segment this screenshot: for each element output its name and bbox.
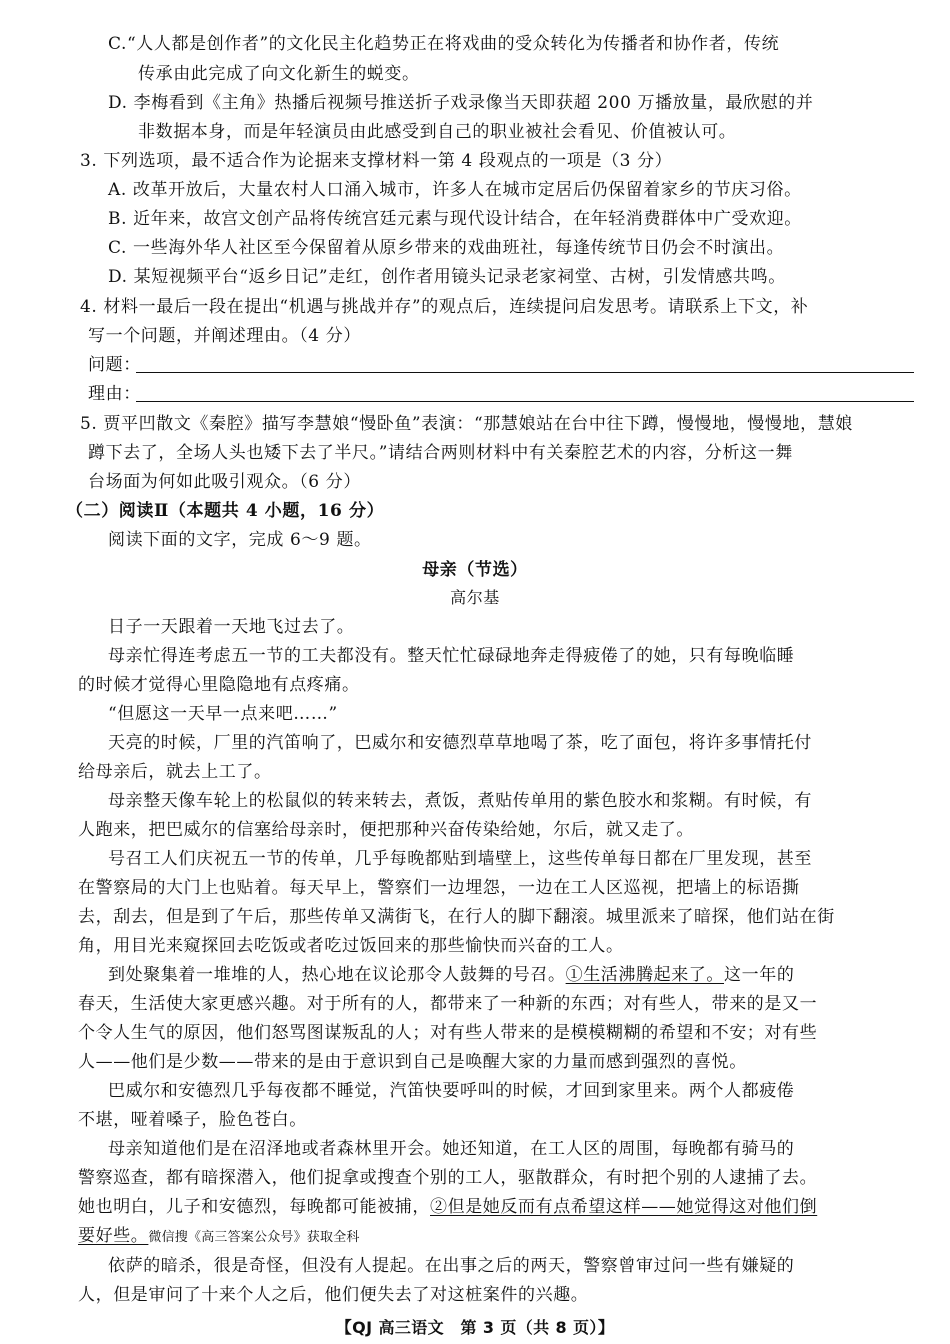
q4-question-answer-line[interactable] <box>136 372 914 373</box>
passage-paragraph-10-line2: 人，但是审问了十来个人之后，他们便失去了对这桩案件的兴趣。 <box>78 1285 589 1305</box>
passage-paragraph-6-line1: 号召工人们庆祝五一节的传单，几乎每晚都贴到墙壁上，这些传单每日都在厂里发现，甚至 <box>108 849 812 869</box>
q3-option-a: A. 改革开放后，大量农村人口涌入城市，许多人在城市定居后仍保留着家乡的节庆习俗。 <box>108 180 802 200</box>
passage-paragraph-8-line2: 不堪，哑着嗓子，脸色苍白。 <box>78 1110 307 1130</box>
q5-stem-line2: 蹲下去了，全场人头也矮下去了半尺。”请结合两则材料中有关秦腔艺术的内容，分析这一舞 <box>88 443 793 463</box>
paragraph-7-text: 到处聚集着一堆堆的人，热心地在议论那令人鼓舞的号召。 <box>108 965 566 985</box>
passage-paragraph-9-line3 <box>78 1193 817 1221</box>
passage-paragraph-1: 日子一天跟着一天地飞过去了。 <box>108 617 355 637</box>
q4-reason-label: 理由： <box>88 384 141 404</box>
passage-paragraph-5-line1: 母亲整天像车轮上的松鼠似的转来转去，煮饭，煮贴传单用的紫色胶水和浆糊。有时候，有 <box>108 791 812 811</box>
passage-title: 母亲（节选） <box>422 560 528 580</box>
passage-paragraph-4-line1: 天亮的时候，厂里的汽笛响了，巴威尔和安德烈草草地喝了茶，吃了面包，将许多事情托付 <box>108 733 812 753</box>
passage-paragraph-2-line1: 母亲忙得连考虑五一节的工夫都没有。整天忙忙碌碌地奔走得疲倦了的她，只有每晚临睡 <box>108 646 795 666</box>
passage-paragraph-9-line2: 警察巡查，都有暗探潜入，他们捉拿或搜查个别的工人，驱散群众，有时把个别的人逮捕了去。 <box>78 1168 818 1188</box>
q5-stem-line1: 5. 贾平凹散文《秦腔》描写李慧娘“慢卧鱼”表演：“那慧娘站在台中往下蹲，慢慢地，慢慢地，慧娘 <box>80 414 853 434</box>
section-heading: （二）阅读Ⅱ（本题共 4 小题，16 分） <box>66 501 385 521</box>
q3-option-d: D. 某短视频平台“返乡日记”走红，创作者用镜头记录老家祠堂、古树，引发情感共鸣。 <box>108 267 786 287</box>
passage-paragraph-7-line3: 个令人生气的原因，他们怒骂图谋叛乱的人；对有些人带来的是模模糊糊的希望和不安；对有些 <box>78 1023 818 1043</box>
q2-option-d-line1: D. 李梅看到《主角》热播后视频号推送折子戏录像当天即获超 200 万播放量，最欣慰的并 <box>108 93 814 113</box>
passage-paragraph-6-line4: 角，用目光来窥探回去吃饭或者吃过饭回来的那些愉快而兴奋的工人。 <box>78 936 624 956</box>
q5-stem-line3: 台场面为何如此吸引观众。（6 分） <box>88 472 361 492</box>
q2-option-d-line2: 非数据本身，而是年轻演员由此感受到自己的职业被社会看见、价值被认可。 <box>138 122 737 142</box>
passage-paragraph-7-line4: 人——他们是少数——带来的是由于意识到自己是唤醒大家的力量而感到强烈的喜悦。 <box>78 1052 747 1072</box>
passage-paragraph-9-line1: 母亲知道他们是在沼泽地或者森林里开会。她还知道，在工人区的周围，每晚都有骑马的 <box>108 1139 795 1159</box>
passage-paragraph-9-line4 <box>78 1222 360 1250</box>
page-footer: 【QJ 高三语文 第 3 页（共 8 页）】 <box>335 1318 615 1337</box>
q3-option-b: B. 近年来，故宫文创产品将传统宫廷元素与现代设计结合，在年轻消费群体中广受欢迎。 <box>108 209 802 229</box>
passage-paragraph-7-line2: 春天，生活使大家更感兴趣。对于所有的人，都带来了一种新的东西；对有些人，带来的是又一 <box>78 994 818 1014</box>
underlined-sentence-2-end: 要好些。 <box>78 1226 149 1246</box>
q2-option-c-line1: C.“人人都是创作者”的文化民主化趋势正在将戏曲的受众转化为传播者和协作者，传统 <box>108 34 780 54</box>
passage-paragraph-5-line2: 人跑来，把巴威尔的信塞给母亲时，便把那种兴奋传染给她，尔后，就又走了。 <box>78 820 694 840</box>
paragraph-9-text: 她也明白，儿子和安德烈，每晚都可能被捕， <box>78 1197 430 1217</box>
passage-paragraph-4-line2: 给母亲后，就去上工了。 <box>78 762 272 782</box>
passage-paragraph-2-line2: 的时候才觉得心里隐隐地有点疼痛。 <box>78 675 360 695</box>
section-instruction: 阅读下面的文字，完成 6～9 题。 <box>108 530 372 550</box>
watermark-note: 微信搜《高三答案公众号》获取全科 <box>148 1230 360 1245</box>
q3-stem: 3. 下列选项，最不适合作为论据来支撑材料一第 4 段观点的一项是（3 分） <box>80 151 673 171</box>
q4-stem-line1: 4. 材料一最后一段在提出“机遇与挑战并存”的观点后，连续提问启发思考。请联系上下文，补 <box>80 297 809 317</box>
passage-paragraph-6-line3: 去，刮去，但是到了午后，那些传单又满街飞，在行人的脚下翻滚。城里派来了暗探，他们站在街 <box>78 907 835 927</box>
passage-paragraph-8-line1: 巴威尔和安德烈几乎每夜都不睡觉，汽笛快要呼叫的时候，才回到家里来。两个人都疲倦 <box>108 1081 795 1101</box>
q4-stem-line2: 写一个问题，并阐述理由。（4 分） <box>88 326 361 346</box>
passage-author: 高尔基 <box>450 588 500 607</box>
paragraph-7-text-tail: 这一年的 <box>724 965 795 985</box>
passage-paragraph-6-line2: 在警察局的大门上也贴着。每天早上，警察们一边埋怨，一边在工人区巡视，把墙上的标语撕 <box>78 878 800 898</box>
q2-option-c-line2: 传承由此完成了向文化新生的蜕变。 <box>138 64 420 84</box>
underlined-sentence-2: ②但是她反而有点希望这样——她觉得这对他们倒 <box>430 1197 818 1217</box>
passage-paragraph-10-line1: 依萨的暗杀，很是奇怪，但没有人提起。在出事之后的两天，警察曾审过问一些有嫌疑的 <box>108 1256 795 1276</box>
passage-paragraph-7-line1 <box>108 961 794 989</box>
passage-paragraph-3: “但愿这一天早一点来吧……” <box>108 704 338 724</box>
underlined-sentence-1: ①生活沸腾起来了。 <box>565 965 725 985</box>
q4-question-label: 问题： <box>88 355 141 375</box>
q4-reason-answer-line[interactable] <box>136 401 914 402</box>
q3-option-c: C. 一些海外华人社区至今保留着从原乡带来的戏曲班社，每逢传统节日仍会不时演出。 <box>108 238 785 258</box>
